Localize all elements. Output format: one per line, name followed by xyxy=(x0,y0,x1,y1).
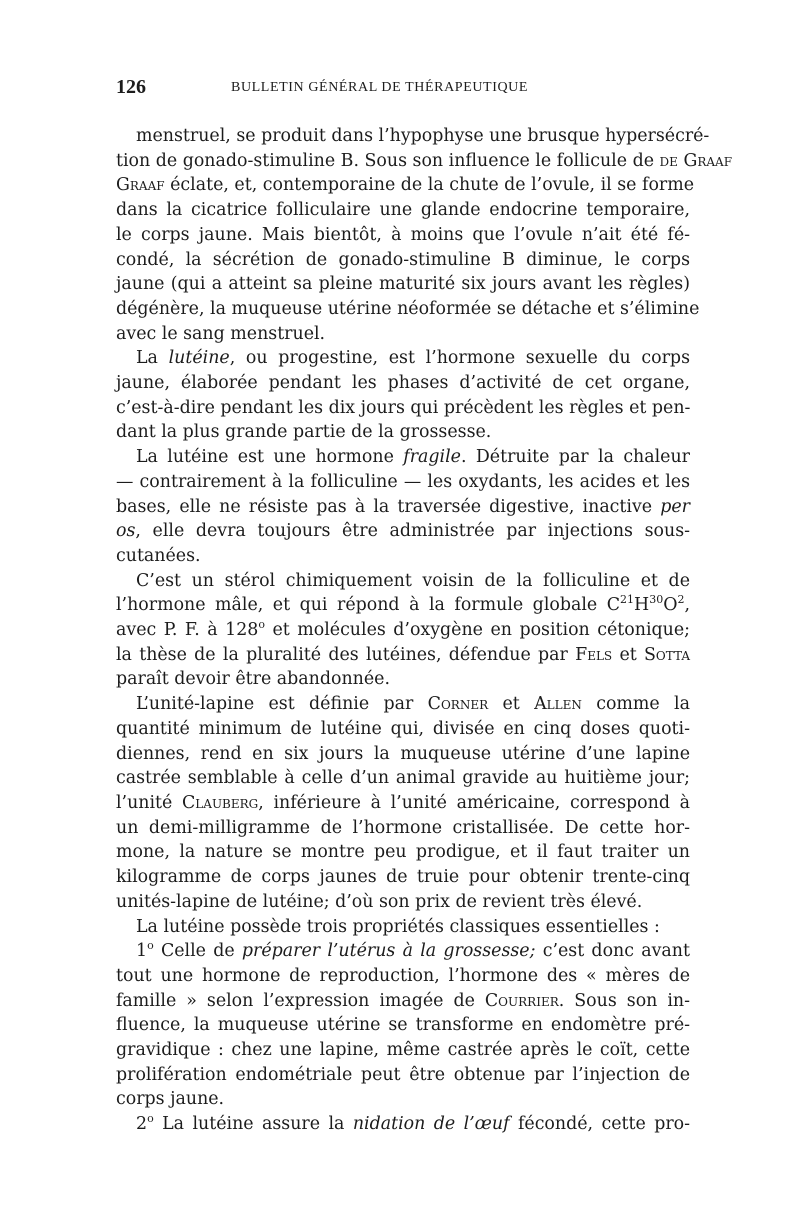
text-line: 1$^o$ Celle de préparer l’utérus à la grossesse; c’est donc avant xyxy=(136,939,690,962)
paragraph xyxy=(116,569,690,693)
small-caps-name: Sotta xyxy=(644,644,691,665)
text-line: avec le sang menstruel. xyxy=(116,323,326,344)
small-caps-name: Graaf xyxy=(116,175,165,196)
text-line: jaune (qui a atteint sa pleine maturité six jours avant les règles) xyxy=(116,274,690,295)
text-line: mone, la nature se montre peu prodigue, et il faut traiter un xyxy=(116,842,690,863)
text-line: c’est-à-dire pendant les dix jours qui précèdent les règles et pen- xyxy=(116,397,691,418)
text-line: paraît devoir être abandonnée. xyxy=(116,669,390,690)
text-line: un demi-milligramme de l’hormone cristallisée. De cette hor- xyxy=(116,817,690,838)
paragraph xyxy=(116,124,733,346)
text-line: La lutéine possède trois propriétés classiques essentielles : xyxy=(136,916,660,937)
text-line: diennes, rend en six jours la muqueuse utérine d’une lapine xyxy=(116,743,690,764)
text-line: kilogramme de corps jaunes de truie pour obtenir trente-cinq xyxy=(116,867,690,888)
paragraph xyxy=(116,1112,690,1137)
text-line: — contrairement à la folliculine — les oxydants, les acides et les xyxy=(116,471,690,492)
superscript: 21 xyxy=(620,593,635,607)
paragraph xyxy=(116,445,690,569)
small-caps-name: Courrier xyxy=(484,990,559,1011)
text-line: castrée semblable à celle d’un animal gravide au huitième jour; xyxy=(116,768,690,789)
italic-text: os xyxy=(116,521,136,542)
text-line: la thèse de la pluralité des lutéines, défendue par Fels et Sotta xyxy=(116,644,691,665)
italic-text: lutéine xyxy=(168,348,230,369)
text-line: fluence, la muqueuse utérine se transforme en endomètre pré- xyxy=(116,1015,690,1036)
paragraph xyxy=(116,939,690,1112)
text-line: os, elle devra toujours être administrée par injections sous- xyxy=(116,521,690,542)
italic-text: fragile xyxy=(403,447,461,468)
text-line: 2$^o$ La lutéine assure la nidation de l’œuf fécondé, cette pro- xyxy=(136,1112,691,1135)
small-caps-name: Clauberg xyxy=(182,792,259,813)
text-line: quantité minimum de lutéine qui, divisée en cinq doses quoti- xyxy=(116,718,690,739)
text-line: dégénère, la muqueuse utérine néoformée se détache et s’élimine xyxy=(116,298,700,319)
text-line: La lutéine, ou progestine, est l’hormone sexuelle du corps xyxy=(136,348,690,369)
text-line: dans la cicatrice folliculaire une glande endocrine temporaire, xyxy=(116,200,690,221)
paragraph xyxy=(116,915,690,940)
text-line: l’unité Clauberg, inférieure à l’unité américaine, correspond à xyxy=(116,792,690,813)
text-line: C’est un stérol chimiquement voisin de la folliculine et de xyxy=(136,570,690,591)
text-line: le corps jaune. Mais bientôt, à moins que l’ovule n’ait été fé- xyxy=(116,224,690,245)
text-line: l’hormone mâle, et qui répond à la formule globale $C^{21}H^{30}O^2$, xyxy=(116,593,690,616)
text-line: Graaf éclate, et, contemporaine de la chute de l’ovule, il se forme xyxy=(116,175,695,196)
italic-text: nidation de l’œuf xyxy=(352,1114,510,1135)
paragraph xyxy=(116,346,690,445)
small-caps-name: Allen xyxy=(534,694,582,715)
text-line: dant la plus grande partie de la grossesse. xyxy=(116,422,492,443)
paragraph xyxy=(116,692,690,914)
italic-text: per xyxy=(660,496,690,517)
text-line: gravidique : chez une lapine, même castrée après le coït, cette xyxy=(116,1040,690,1061)
small-caps-name: de Graaf xyxy=(659,150,733,171)
small-caps-name: Fels xyxy=(575,644,613,665)
text-line: bases, elle ne résiste pas à la traversée digestive, inactive per xyxy=(116,496,690,517)
superscript: 2 xyxy=(677,593,685,607)
text-line: famille » selon l’expression imagée de Courrier. Sous son in- xyxy=(116,990,690,1011)
text-line: corps jaune. xyxy=(116,1089,225,1110)
text-line: unités-lapine de lutéine; d’où son prix de revient très élevé. xyxy=(116,891,643,912)
page-number: 126 xyxy=(116,76,146,98)
text-line: condé, la sécrétion de gonado-stimuline B diminue, le corps xyxy=(116,249,690,270)
text-line: menstruel, se produit dans l’hypophyse une brusque hypersécré- xyxy=(136,126,710,146)
text-line: jaune, élaborée pendant les phases d’activité de cet organe, xyxy=(116,373,690,394)
text-line: tion de gonado-stimuline B. Sous son influence le follicule de de Graaf xyxy=(116,150,733,171)
text-line: tout une hormone de reproduction, l’hormone des « mères de xyxy=(116,965,690,986)
superscript: o xyxy=(147,1112,154,1126)
text-line: La lutéine est une hormone fragile. Détruite par la chaleur xyxy=(136,447,690,468)
italic-text: préparer l’utérus à la grossesse; xyxy=(241,941,536,962)
text-line: avec P. F. à 128$^o$ et molécules d’oxygène en position cétonique; xyxy=(116,618,690,641)
superscript: 30 xyxy=(649,593,664,607)
body-text xyxy=(116,124,733,1137)
small-caps-name: Corner xyxy=(427,694,489,715)
page-header xyxy=(116,76,690,102)
text-line: L’unité-lapine est définie par Corner et Allen comme la xyxy=(136,694,690,715)
text-line: cutanées. xyxy=(116,545,201,566)
superscript: o xyxy=(258,618,265,632)
running-title: BULLETIN GÉNÉRAL DE THÉRAPEUTIQUE xyxy=(231,80,529,95)
text-line: prolifération endométriale peut être obtenue par l’injection de xyxy=(116,1064,690,1085)
superscript: o xyxy=(147,939,154,953)
